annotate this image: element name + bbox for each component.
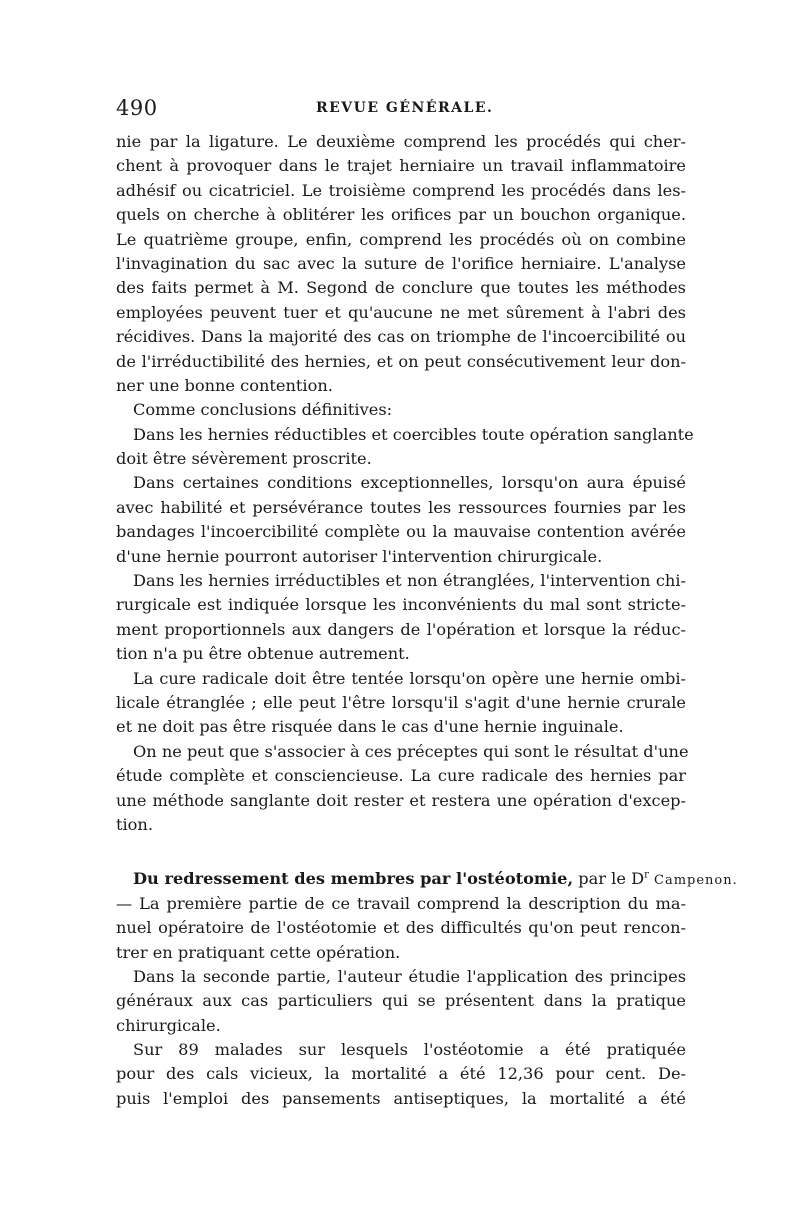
text-line: pour des cals vicieux, la mortalité a été 12,36 pour cent. De- bbox=[116, 1064, 686, 1084]
text-line: La cure radicale doit être tentée lorsqu'on opère une hernie ombi- bbox=[133, 668, 686, 688]
text-line: de l'irréductibilité des hernies, et on peut consécutivement leur don- bbox=[116, 351, 686, 371]
text-line: Dans les hernies réductibles et coercibles toute opération sanglante bbox=[133, 424, 694, 444]
paragraph bbox=[116, 740, 689, 838]
page-header bbox=[116, 96, 684, 126]
text-line: récidives. Dans la majorité des cas on triomphe de l'incoercibilité ou bbox=[116, 327, 686, 347]
byline-sup: r bbox=[644, 869, 649, 881]
text-line: tion n'a pu être obtenue autrement. bbox=[116, 644, 410, 664]
paragraph bbox=[116, 471, 686, 569]
paragraph bbox=[116, 1038, 686, 1111]
section-gap bbox=[116, 837, 686, 867]
section-title: Du redressement des membres par l'ostéotomie, bbox=[133, 869, 574, 889]
text-line: une méthode sanglante doit rester et restera une opération d'excep- bbox=[116, 790, 686, 810]
text-line: l'invagination du sac avec la suture de l'orifice herniaire. L'analyse bbox=[116, 253, 686, 273]
text-line: nuel opératoire de l'ostéotomie et des difficultés qu'on peut rencon- bbox=[116, 918, 686, 938]
body-text bbox=[116, 130, 738, 1111]
text-line: doit être sévèrement proscrite. bbox=[116, 449, 372, 469]
paragraph bbox=[116, 569, 686, 667]
text-line: licale étranglée ; elle peut l'être lorsqu'il s'agit d'une hernie crurale bbox=[116, 692, 686, 712]
text-line: adhésif ou cicatriciel. Le troisième comprend les procédés dans les- bbox=[116, 180, 686, 200]
text-line: ment proportionnels aux dangers de l'opération et lorsque la réduc- bbox=[116, 619, 686, 639]
text-line: avec habilité et persévérance toutes les ressources fournies par les bbox=[116, 497, 686, 517]
paragraph bbox=[116, 398, 686, 422]
text-line: Dans certaines conditions exceptionnelles, lorsqu'on aura épuisé bbox=[133, 473, 686, 493]
text-line: Dans la seconde partie, l'auteur étudie l'application des principes bbox=[133, 966, 686, 986]
text-line: des faits permet à M. Segond de conclure que toutes les méthodes bbox=[116, 278, 686, 298]
running-head: REVUE GÉNÉRALE. bbox=[316, 100, 494, 116]
page-number: 490 bbox=[116, 96, 158, 120]
text-line: Comme conclusions définitives: bbox=[133, 400, 393, 420]
text-line: Dans les hernies irréductibles et non étranglées, l'intervention chi- bbox=[133, 571, 686, 591]
text-line: nie par la ligature. Le deuxième comprend les procédés qui cher- bbox=[116, 132, 686, 151]
text-line: bandages l'incoercibilité complète ou la mauvaise contention avérée bbox=[116, 522, 686, 542]
text-line: Sur 89 malades sur lesquels l'ostéotomie a été pratiquée bbox=[133, 1040, 686, 1060]
text-line: — La première partie de ce travail comprend la description du ma- bbox=[116, 893, 686, 913]
text-line: trer en pratiquant cette opération. bbox=[116, 942, 401, 962]
text-line: rurgicale est indiquée lorsque les inconvénients du mal sont stricte- bbox=[116, 595, 686, 615]
text-line: employées peuvent tuer et qu'aucune ne met sûrement à l'abri des bbox=[116, 302, 686, 322]
byline-prefix: par le D bbox=[578, 869, 645, 889]
text-line: puis l'emploi des pansements antiseptiques, la mortalité a été bbox=[116, 1088, 686, 1108]
paragraph bbox=[116, 130, 686, 398]
author-name: Campenon. bbox=[654, 873, 738, 889]
text-line: étude complète et consciencieuse. La cure radicale des hernies par bbox=[116, 766, 686, 786]
paragraph bbox=[116, 965, 686, 1038]
text-line: Le quatrième groupe, enfin, comprend les procédés où on combine bbox=[116, 229, 686, 249]
text-line: ner une bonne contention. bbox=[116, 375, 333, 395]
section-campenon bbox=[116, 867, 738, 1111]
paragraph bbox=[116, 667, 686, 740]
text-line: chent à provoquer dans le trajet herniaire un travail inflammatoire bbox=[116, 156, 686, 176]
text-line: tion. bbox=[116, 814, 153, 834]
text-line: quels on cherche à oblitérer les orifices par un bouchon organique. bbox=[116, 205, 686, 225]
text-line: d'une hernie pourront autoriser l'intervention chirurgicale. bbox=[116, 546, 603, 566]
text-line: généraux aux cas particuliers qui se présentent dans la pratique bbox=[116, 991, 686, 1011]
section-heading-line bbox=[116, 867, 738, 891]
text-line: chirurgicale. bbox=[116, 1015, 221, 1035]
text-line: On ne peut que s'associer à ces préceptes qui sont le résultat d'une bbox=[133, 741, 689, 761]
paragraph bbox=[116, 423, 694, 472]
text-line: et ne doit pas être risquée dans le cas d'une hernie inguinale. bbox=[116, 717, 624, 737]
